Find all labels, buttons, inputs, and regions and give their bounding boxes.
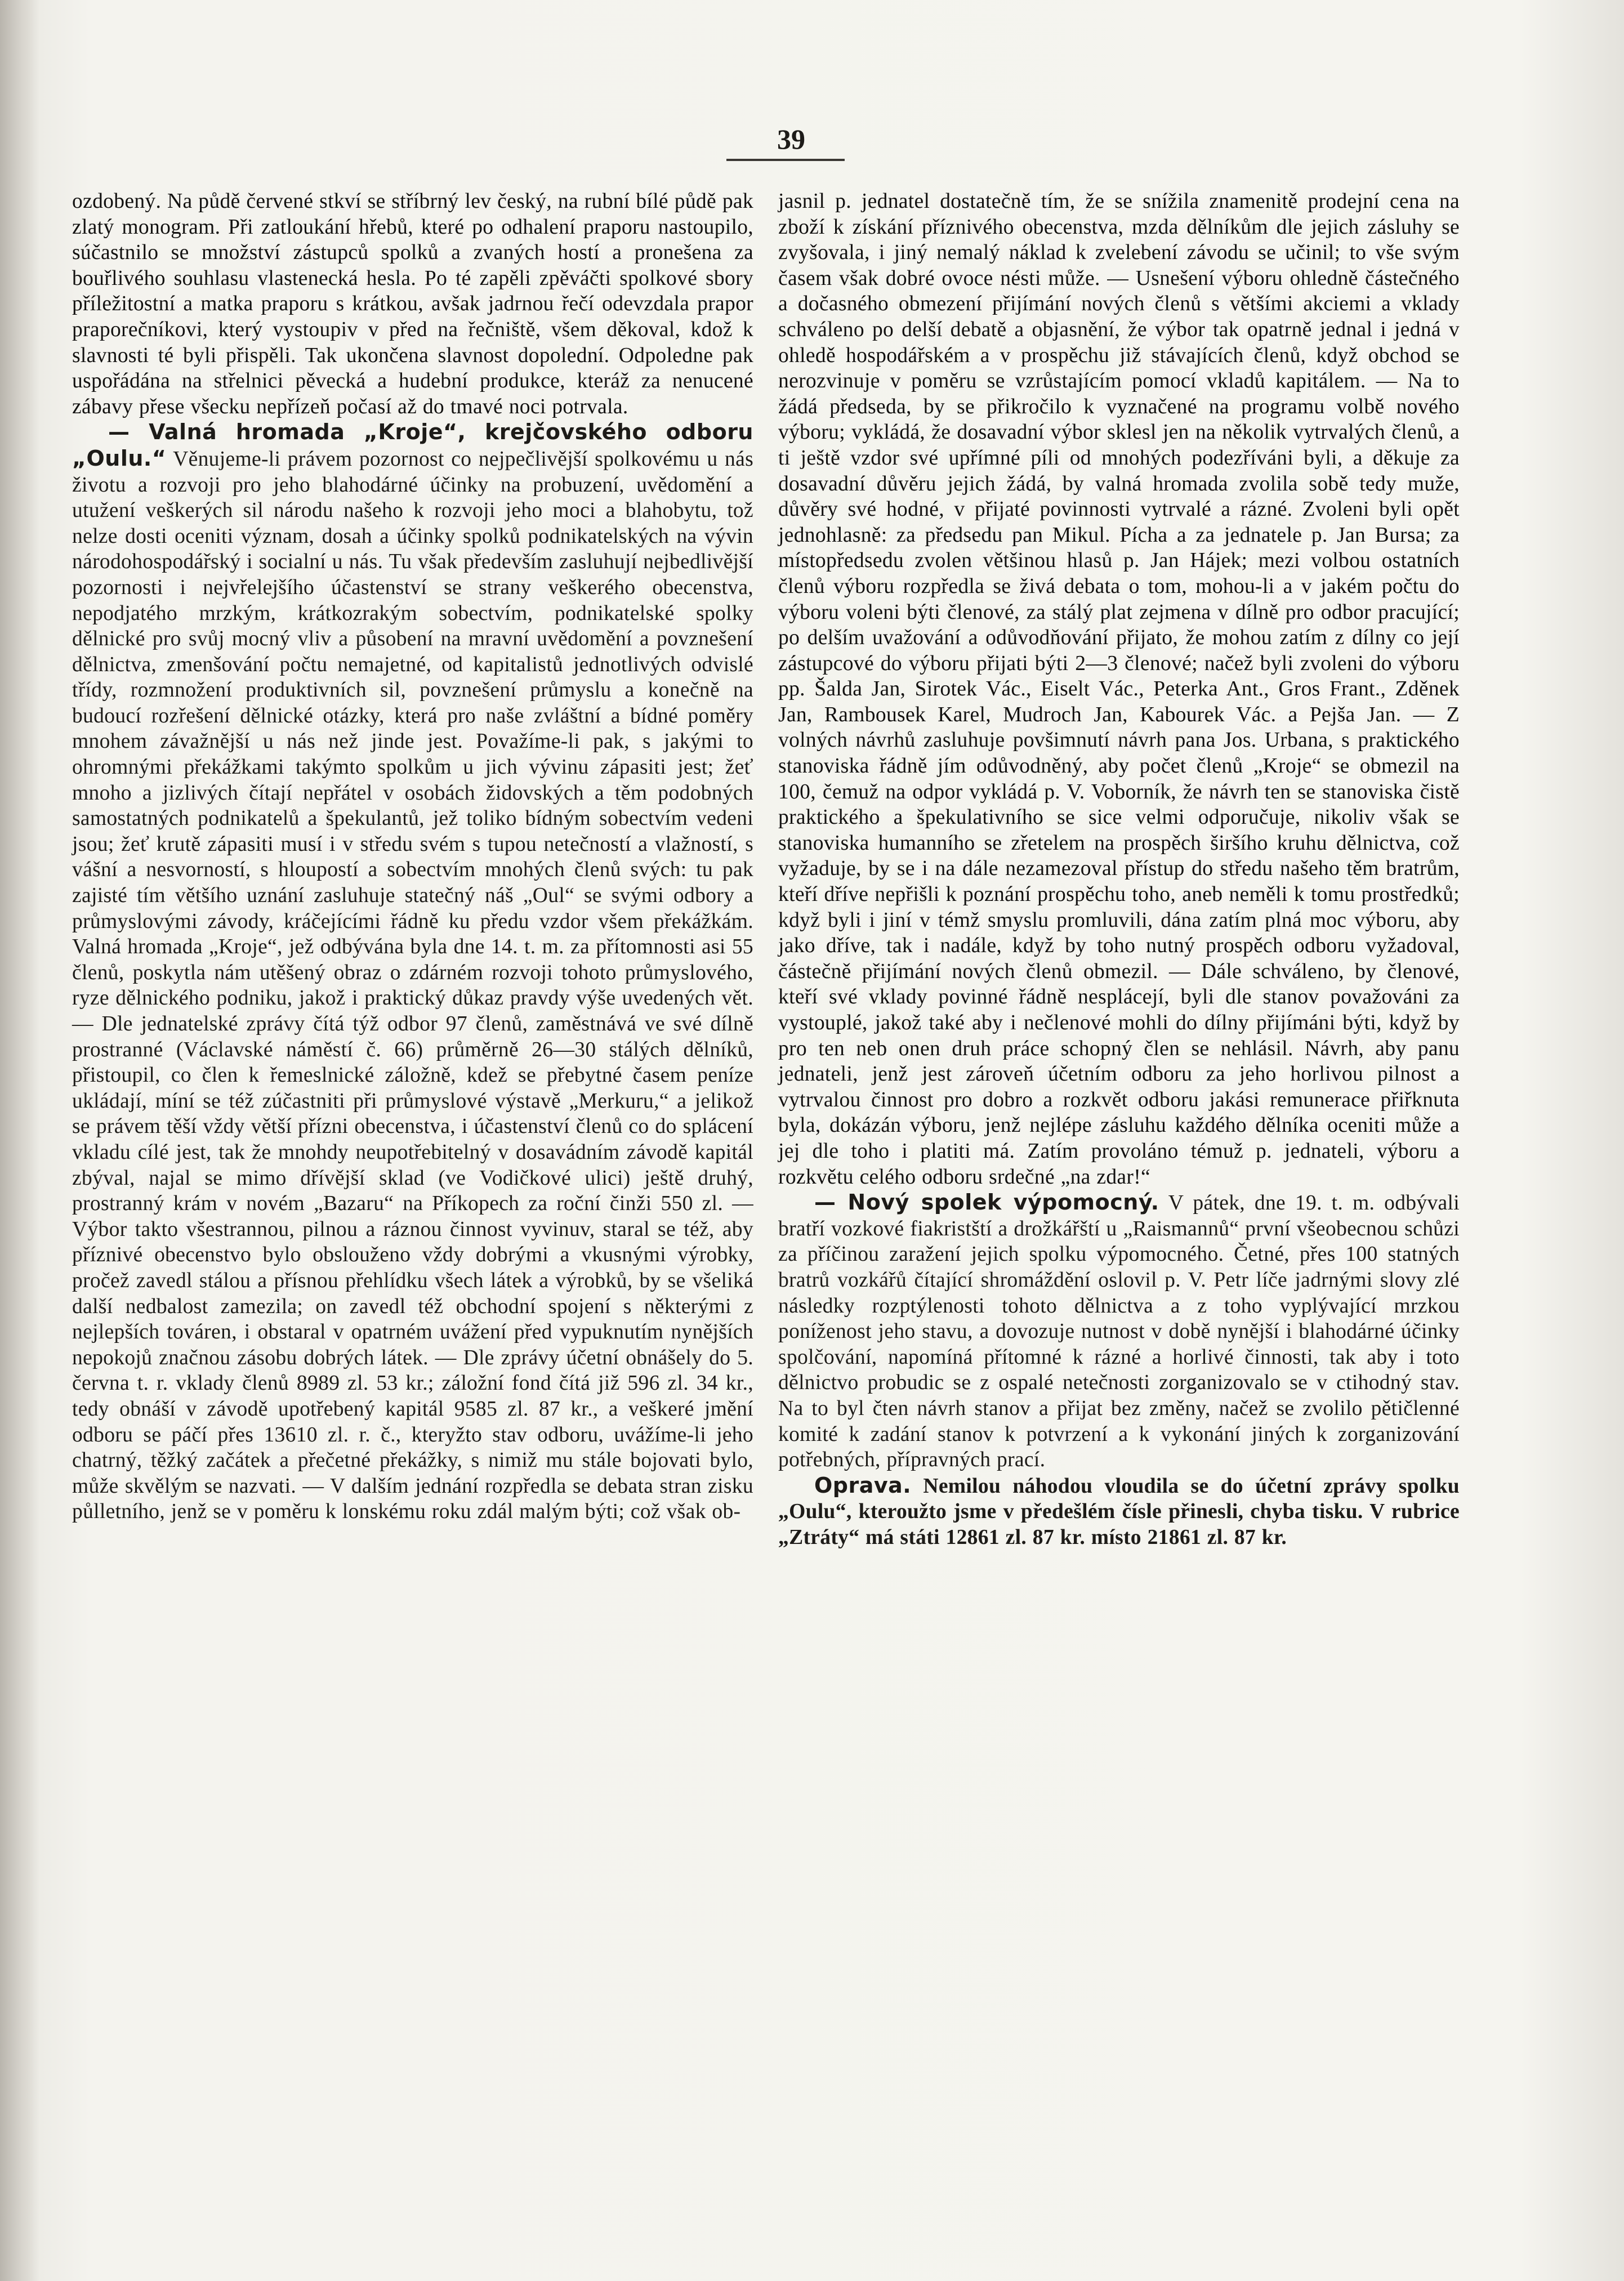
right-column: [778, 189, 1460, 1550]
left-article-kroje: [72, 419, 753, 1525]
page-edge-shadow: [0, 0, 39, 2281]
page-number: 39: [777, 123, 805, 155]
article-body-oprava: Nemilou náhodou vloudila se do účetní zprávy spolku „Oulu“, kteroužto jsme v předešlém čísle přinesli, chyba tisku. V rubrice „Ztráty“ má státi 12861 zl. 87 kr. místo 21861 zl. 87 kr.: [778, 1474, 1460, 1549]
article-body-kroje: Věnujeme-li právem pozornost co nejpečlivější spolkovému u nás životu a rozvoji pro jeho blahodárné účinky na probuzení, uvědomění a utužení veškerých sil národu našeho k rozvoji jeho moci a blahobytu, tož nelze dosti oceniti význam, dosah a účinky spolků podnikatelských na vývin národohospodářský i socialní u nás. Tu však především zasluhují nejbedlivější pozornosti i nejvřelejšího účastenství se strany veškerého obecenstva, nepodjatého mrzkým, krátkozrakým sobectvím, podnikatelské spolky dělnické pro svůj mocný vliv a působení na mravní uvědomění a povznešení dělnictva, zmenšování počtu nemajetné, od kapitalistů jednotlivých odvislé třídy, rozmnožení produktivních sil, povznešení průmyslu a konečně na budoucí rozřešení dělnické otázky, která pro naše zvláštní a bídné poměry mnohem závažnější u nás než jinde jest. Považíme-li pak, s jakými to ohromnými překážkami takýmto spolkům u jich vývinu zápasiti jest; žeť mnoho a jizlivých čítají nepřátel v osobách židovských a těm podobných samostatných podnikatelů a špekulantů, jež toliko bídným sobectvím vedeni jsou; žeť krutě zápasiti musí i v středu svém s tupou netečností a vlažností, s vášní a nesvorností, s hloupostí a sobectvím mnohých členů svých: tu pak zajisté tím většího uznání zasluhuje statečný náš „Oul“ se svými odbory a průmyslovými závody, kráčejícími řádně ku předu vzdor všem překážkám. Valná hromada „Kroje“, jež odbývána byla dne 14. t. m. za přítomnosti asi 55 členů, poskytla nám utěšený obraz o zdárném rozvoji tohoto průmyslového, ryze dělnického podniku, jakož i praktický důkaz pravdy výše uvedených vět. — Dle jednatelské zprávy čítá týž odbor 97 členů, zaměstnává ve své dílně prostranné (Václavské náměstí č. 66) průměrně 26—30 stálých dělníků, přistoupil, co člen k řemeslnické záložně, kdež se přebytné časem peníze ukládají, míní se též zúčastniti při průmyslové výstavě „Merkuru,“ a jelikož se právem těší vždy větší přízni obecenstva, i účastenství členů co do splácení vkladu cílé jest, tak že mnohdy neupotřebitelný v dosavádním závodě kapitál zbýval, najal se mimo dřívější sklad (ve Vodičkové ulici) ještě druhý, prostranný krám v novém „Bazaru“ na Příkopech za roční činži 550 zl. — Výbor takto všestrannou, pilnou a ráznou činnost vyvinuv, staral se též, aby příznivé obecenstvo bylo obslouženo vždy dobrými a vkusnými výrobky, pročež zavedl stálou a přísnou přehlídku všech látek a výrobků, by se všeliká další nedbalost zamezila; on zavedl též obchodní spojení s některými z nejlepších továren, i obstaral v opatrném uvážení před vypuknutím nynějších nepokojů značnou zásobu dobrých látek. — Dle zprávy účetní obnášely do 5. června t. r. vklady členů 8989 zl. 53 kr.; záložní fond čítá již 596 zl. 34 kr., tedy obnáší v závodě upotřebený kapitál 9585 zl. 87 kr., a veškeré jmění odboru se páčí přes 13610 zl. r. č., kteryžto stav odboru, uvážíme-li jeho chatrný, těžký začátek a přečetné překážky, s nimiž mu stále bojovati bylo, může skvělým se nazvati. — V dalším jednání rozpředla se debata stran zisku půlletního, jenž se v poměru k lonskému roku zdál malým býti; což však ob-: [72, 447, 753, 1524]
right-paragraph-1: jasnil p. jednatel dostatečně tím, že se snížila znamenitě prodejní cena na zboží k získání příznivého obecenstva, mzda dělníkům dle jejich zásluhy se zvyšovala, i jiný nemalý náklad k zvelebení závodu se učinil; to vše svým časem však dobré ovoce nésti může. — Usnešení výboru ohledně částečného a dočasného obmezení přijímání nových členů s většími akciemi a vklady schváleno po delší debatě a objasnění, že výbor tak opatrně jednal i jedná v ohledě hospodářském a v prospěchu již stávajících členů, když obchod se nerozvinuje v poměru se vzrůstajícím pomocí vkladů kapitálem. — Na to žádá předseda, by se přikročilo k vyznačené na programu volbě nového výboru; vykládá, že dosavadní výbor sklesl jen na několik vytrvalých členů, a ti ještě vzdor své upřímné píli od mnohých podezříváni byli, a děkuje za dosavadní důvěru jejich žádá, by valná hromada zvolila sobě tedy muže, důvěry své hodné, v přijaté povinnosti vytrvalé a rázné. Zvoleni byli opět jednohlasně: za předsedu pan Mikul. Pícha a za jednatele p. Jan Bursa; za místopředsedu zvolen většinou hlasů p. Jan Hájek; mezi volbou ostatních členů výboru rozpředla se živá debata o tom, mohou-li a v jakém počtu do výboru voleni býti členové, za stálý plat zejmena v dílně pro odbor pracující; po delším uvažování a odůvodňování přijato, že mohou zatím z dílny co její zástupcové do výboru přijati býti 2—3 členové; načež byli zvoleni do výboru pp. Šalda Jan, Sirotek Vác., Eiselt Vác., Peterka Ant., Gros Frant., Zděnek Jan, Rambousek Karel, Mudroch Jan, Kabourek Vác. a Pejša Jan. — Z volných návrhů zasluhuje povšimnutí návrh pana Jos. Urbana, s praktického stanoviska řádně jím odůvodněný, aby počet členů „Kroje“ se obmezil na 100, čemuž na odpor vykládá p. V. Voborník, že návrh ten se stanoviska čistě praktického a špekulativního se sice velmi odporučuje, nikoliv však se stanoviska humanního se zřetelem na prospěch širšího kruhu dělnictva, což vyžaduje, by se i na dále nezamezoval přístup do středu našeho těm bratrům, kteří dříve nepřišli k poznání prospěchu toho, aneb neměli k tomu prostředků; když byli i jiní v témž smyslu promluvili, dána zatím plná moc výboru, aby jako dříve, tak i nadále, když by toho nutný prospěch odboru vyžadoval, částečně přijímání nových členů obmezil. — Dále schváleno, by členové, kteří své vklady povinné řádně nesplácejí, byli dle stanov považováni za vystouplé, jakož také aby i nečlenové mohli do dílny přijímáni býti, když by pro ten neb onen druh práce schopný člen se nehlásil. Návrh, aby panu jednateli, jenž jest zároveň účetním odboru za jeho horlivou pilnost a vytrvalou činnost pro dobro a rozkvět odboru jakási remunerace přiřknuta byla, dokázán výboru, jenž nejlépe zásluhu každého dělníka oceniti může a jej dle toho i platiti má. Zatím provoláno témuž p. jednateli, výboru a rozkvětu celého odboru srdečné „na zdar!“: [778, 190, 1460, 1189]
right-article-spolek: [778, 1190, 1460, 1473]
left-column: [72, 189, 753, 1525]
article-heading-oprava: Oprava.: [814, 1472, 912, 1498]
article-heading-kroje: — Valná hromada „Kroje“, krejčovského odboru „Oulu.“: [72, 419, 753, 471]
article-body-spolek: V pátek, dne 19. t. m. odbývali bratří vozkové fiakristští a drožkářští u „Raismannů“ první všeobecnou schůzi za příčinou zaražení jejich spolku výpomocného. Četné, přes 100 statných bratrů vozkářů čítající shromáždění oslovil p. V. Petr líče jadrnými slovy zlé následky rozptýlenosti tohoto dělnictva a z toho vyplývající mrzkou poníženost jeho stavu, a dovozuje nutnost v době nynější i blahodárné účinky spolčování, napomíná přítomné k rázné a horlivé činnosti, tak aby i toto dělnictvo probudic se z ospalé netečnosti zorganizovalo se v ctihodný stav. Na to byl čten návrh stanov a přijat bez změny, načež se zvolilo pětičlenné komité k zadání stanov k potvrzení a k vykonání jiných k zorganizování potřebných, přípravných prací.: [778, 1191, 1460, 1472]
left-paragraph-1: ozdobený. Na půdě červené stkví se stříbrný lev český, na rubní bílé půdě pak zlatý monogram. Při zatloukání hřebů, které po odhalení praporu nastoupilo, súčastnilo se množství zástupců spolků a zvaných hostí a pronešena za bouřlivého souhlasu vlastenecká hesla. Po té zapěli zpěváčti spolkové sbory příležitostní a matka praporu s krátkou, avšak jadrnou řečí odevzdala prapor praporečníkovi, který vystoupiv v před na řečniště, všem děkoval, kdož k slavnosti té byli přispěli. Tak ukončena slavnost dopolední. Odpoledne pak uspořádána na střelnici pěvecká a hudební produkce, kteráž za nenucené zábavy přese všecku nepřízeň počasí až do tmavé noci potrvala.: [72, 190, 753, 418]
page-number-rule: [726, 159, 845, 161]
article-heading-spolek: — Nový spolek výpomocný.: [814, 1190, 1159, 1215]
right-article-oprava: [778, 1473, 1460, 1551]
